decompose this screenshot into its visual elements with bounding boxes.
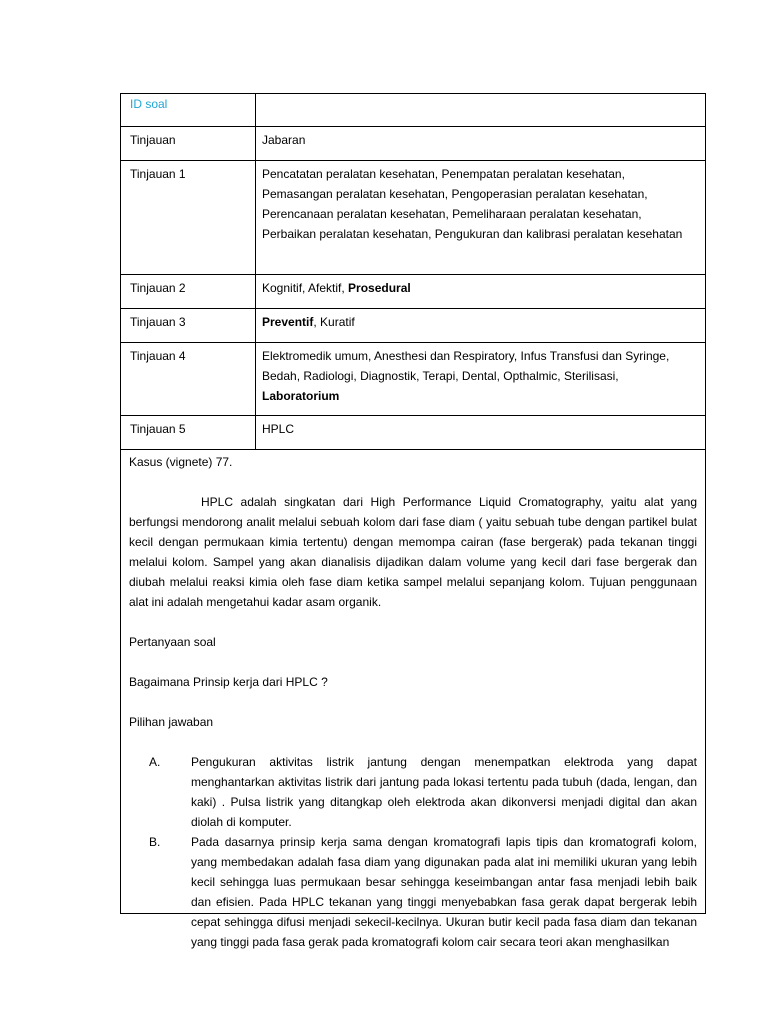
id-label: ID soal xyxy=(121,94,256,126)
tinjauan-5-text: HPLC xyxy=(262,422,295,436)
case-title: Kasus (vignete) 77. xyxy=(129,455,233,469)
option-b-letter: B. xyxy=(149,835,161,849)
question-heading: Pertanyaan soal xyxy=(129,635,216,649)
tinjauan-3-label: Tinjauan 3 xyxy=(121,309,256,342)
case-paragraph: HPLC adalah singkatan dari High Performance Liquid Cromatography, yaitu alat yang berfungsi mendorong analit melalui sebuah kolom dari fase diam ( yaitu sebuah tube dengan partikel bulat kecil dengan permukaan kimia tertentu) dengan memompa cairan (fase bergerak) pada tekanan tinggi melalui kolom. Sampel yang akan dianalisis dijadikan dalam volume yang kecil dari fase bergerak dan diubah melalui reaksi kimia oleh fase diam ketika sampel melalui sepanjang kolom. Tujuan penggunaan alat ini adalah mengetahui kadar asam organik. xyxy=(129,495,697,609)
question-text: Bagaimana Prinsip kerja dari HPLC ? xyxy=(129,675,328,689)
tinjauan-2-text-b: Prosedural xyxy=(348,281,411,295)
tinjauan-4-text-b: Laboratorium xyxy=(262,389,340,403)
id-row xyxy=(121,94,705,127)
tinjauan-4-text xyxy=(256,343,705,415)
tinjauan-1-text: Pencatatan peralatan kesehatan, Penempatan peralatan kesehatan, Pemasangan peralatan kesehatan, Pengoperasian peralatan kesehatan, Perencanaan peralatan kesehatan, Pemeliharaan peralatan kesehatan, Perbaikan peralatan kesehatan, Pengukuran dan kalibrasi peralatan kesehatan xyxy=(262,167,683,241)
tinjauan-3-row xyxy=(121,309,705,343)
tinjauan-3-text-b: , Kuratif xyxy=(313,315,355,329)
option-a-text: Pengukuran aktivitas listrik jantung dengan menempatkan elektroda yang dapat menghantarkan aktivitas listrik dari jantung pada lokasi tertentu pada tubuh (dada, lengan, dan kaki) . Pulsa listrik yang ditangkap oleh elektroda akan dikonversi menjadi digital dan akan diolah di komputer. xyxy=(191,755,697,829)
tinjauan-1-row xyxy=(121,161,705,275)
header-right: Jabaran xyxy=(262,133,306,147)
tinjauan-5-label: Tinjauan 5 xyxy=(121,416,256,449)
tinjauan-1-label: Tinjauan 1 xyxy=(121,161,256,274)
header-row xyxy=(121,127,705,161)
tinjauan-2-text xyxy=(256,275,705,308)
tinjauan-2-text-a: Kognitif, Afektif, xyxy=(262,281,349,295)
tinjauan-3-text xyxy=(256,309,705,342)
tinjauan-4-row xyxy=(121,343,705,416)
tinjauan-4-text-a: Elektromedik umum, Anesthesi dan Respiratory, Infus Transfusi dan Syringe, Bedah, Radiologi, Diagnostik, Terapi, Dental, Opthalmic, Sterilisasi, xyxy=(262,349,670,383)
option-a-letter: A. xyxy=(149,755,161,769)
answer-options xyxy=(129,752,697,952)
case-section xyxy=(121,450,705,952)
answer-option-a xyxy=(129,752,697,832)
tinjauan-4-label: Tinjauan 4 xyxy=(121,343,256,415)
header-left: Tinjauan xyxy=(121,127,256,160)
tinjauan-3-text-a: Preventif xyxy=(262,315,314,329)
option-b-text: Pada dasarnya prinsip kerja sama dengan kromatografi lapis tipis dan kromatografi kolom, yang membedakan adalah fasa diam yang digunakan pada alat ini memiliki ukuran yang lebih kecil sehingga luas permukaan besar sehingga keseimbangan antar fasa menjadi lebih baik dan efisien. Pada HPLC tekanan yang tinggi menyebabkan fasa gerak dapat bergerak lebih cepat sehingga difusi menjadi sekecil-kecilnya. Ukuran butir kecil pada fasa diam dan tekanan yang tinggi pada fasa gerak pada kromatografi kolom cair secara teori akan menghasilkan xyxy=(191,835,697,949)
question-sheet xyxy=(120,93,706,949)
tinjauan-2-label: Tinjauan 2 xyxy=(121,275,256,308)
id-value xyxy=(256,94,705,126)
tinjauan-2-row xyxy=(121,275,705,309)
answer-option-b xyxy=(129,832,697,952)
answers-heading: Pilihan jawaban xyxy=(129,715,214,729)
tinjauan-5-row xyxy=(121,416,705,450)
